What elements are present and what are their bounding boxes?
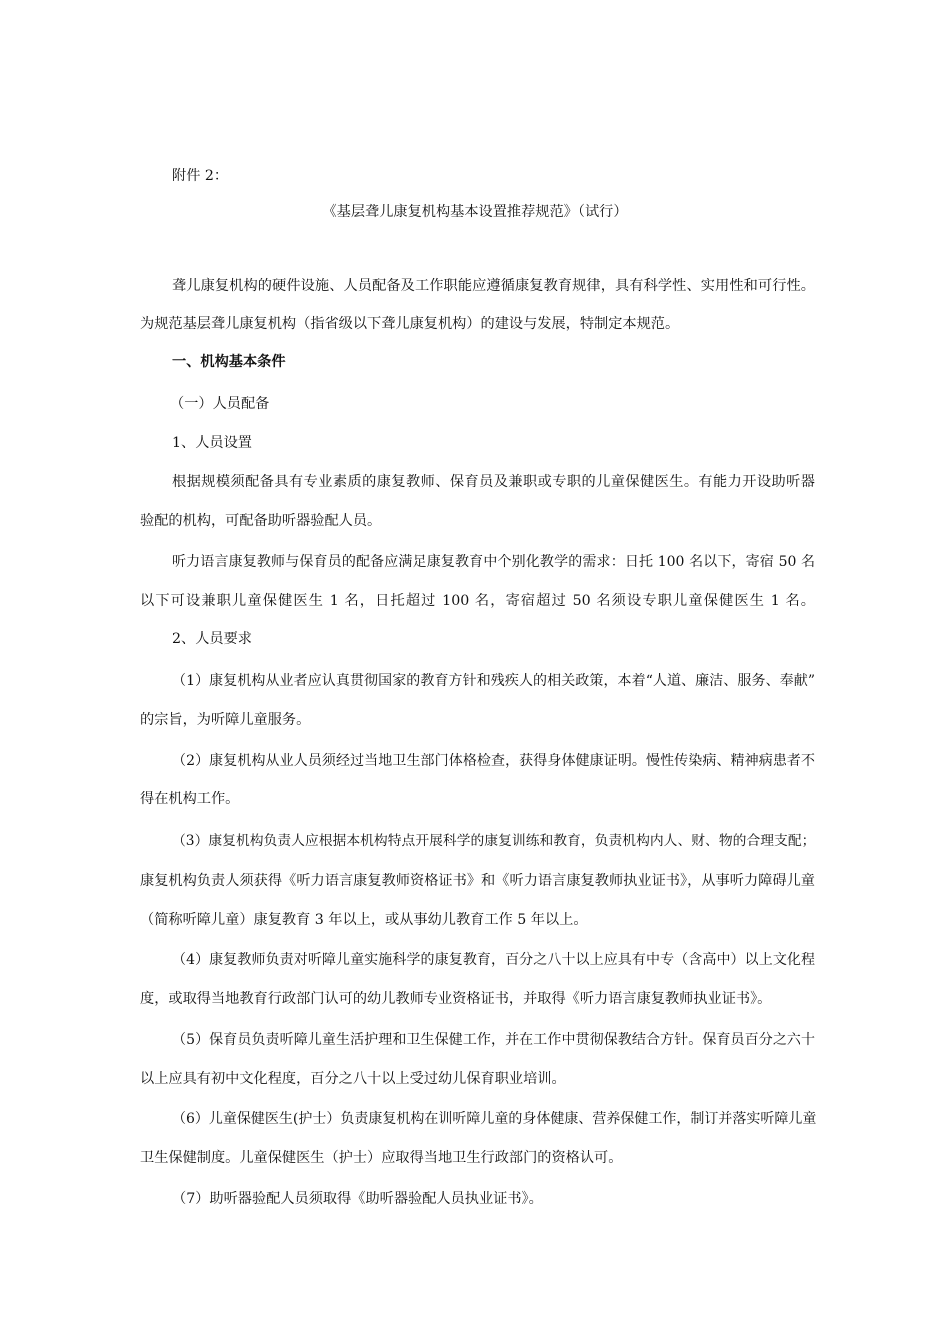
paragraph-line: （1）康复机构从业者应认真贯彻国家的教育方针和残疾人的相关政策，本着“人道、廉洁、服务、奉献”	[172, 673, 815, 689]
paragraph-line: 根据规模须配备具有专业素质的康复教师、保育员及兼职或专职的儿童保健医生。有能力开设助听器	[172, 474, 815, 490]
attachment-label: 附件 2：	[172, 168, 229, 184]
paragraph-line: （5）保育员负责听障儿童生活护理和卫生保健工作，并在工作中贯彻保教结合方针。保育员百分之六十	[172, 1032, 815, 1048]
paragraph-line: （7）助听器验配人员须取得《助听器验配人员执业证书》。	[172, 1191, 543, 1207]
paragraph-line: 听力语言康复教师与保育员的配备应满足康复教育中个别化教学的需求：日托 100 名以下，寄宿 50 名	[172, 554, 815, 570]
item-heading: 2、人员要求	[172, 631, 252, 647]
paragraph-line: （4）康复教师负责对听障儿童实施科学的康复教育，百分之八十以上应具有中专（含高中）以上文化程	[172, 952, 815, 968]
item-heading: 1、人员设置	[172, 435, 252, 451]
paragraph-line: （6）儿童保健医生(护士）负责康复机构在训听障儿童的身体健康、营养保健工作，制订并落实听障儿童	[172, 1111, 817, 1127]
paragraph-line: 卫生保健制度。儿童保健医生（护士）应取得当地卫生行政部门的资格认可。	[140, 1150, 623, 1166]
paragraph-line: （简称听障儿童）康复教育 3 年以上，或从事幼儿教育工作 5 年以上。	[140, 912, 588, 928]
paragraph-line: 以下可设兼职儿童保健医生 1 名，日托超过 100 名，寄宿超过 50 名须设专职儿童保健医生 1 名。	[140, 593, 815, 609]
paragraph-line: 度，或取得当地教育行政部门认可的幼儿教师专业资格证书，并取得《听力语言康复教师执业证书》。	[140, 991, 772, 1007]
paragraph-line: 为规范基层聋儿康复机构（指省级以下聋儿康复机构）的建设与发展，特制定本规范。	[140, 316, 680, 332]
paragraph-line: （2）康复机构从业人员须经过当地卫生部门体格检查，获得身体健康证明。慢性传染病、精神病患者不	[172, 753, 815, 769]
section-heading: 一、机构基本条件	[172, 354, 286, 370]
paragraph-line: 得在机构工作。	[140, 791, 240, 807]
paragraph-line: 聋儿康复机构的硬件设施、人员配备及工作职能应遵循康复教育规律，具有科学性、实用性和可行性。	[172, 278, 815, 294]
paragraph-line: 康复机构负责人须获得《听力语言康复教师资格证书》和《听力语言康复教师执业证书》，从事听力障碍儿童	[140, 873, 815, 889]
document-title: 《基层聋儿康复机构基本设置推荐规范》（试行）	[322, 204, 628, 220]
paragraph-line: 的宗旨，为听障儿童服务。	[140, 712, 311, 728]
paragraph-line: （3）康复机构负责人应根据本机构特点开展科学的康复训练和教育，负责机构内人、财、物的合理支配；	[172, 833, 816, 849]
subsection-heading: （一）人员配备	[170, 396, 270, 412]
paragraph-line: 以上应具有初中文化程度，百分之八十以上受过幼儿保育职业培训。	[140, 1071, 566, 1087]
paragraph-line: 验配的机构，可配备助听器验配人员。	[140, 513, 382, 529]
